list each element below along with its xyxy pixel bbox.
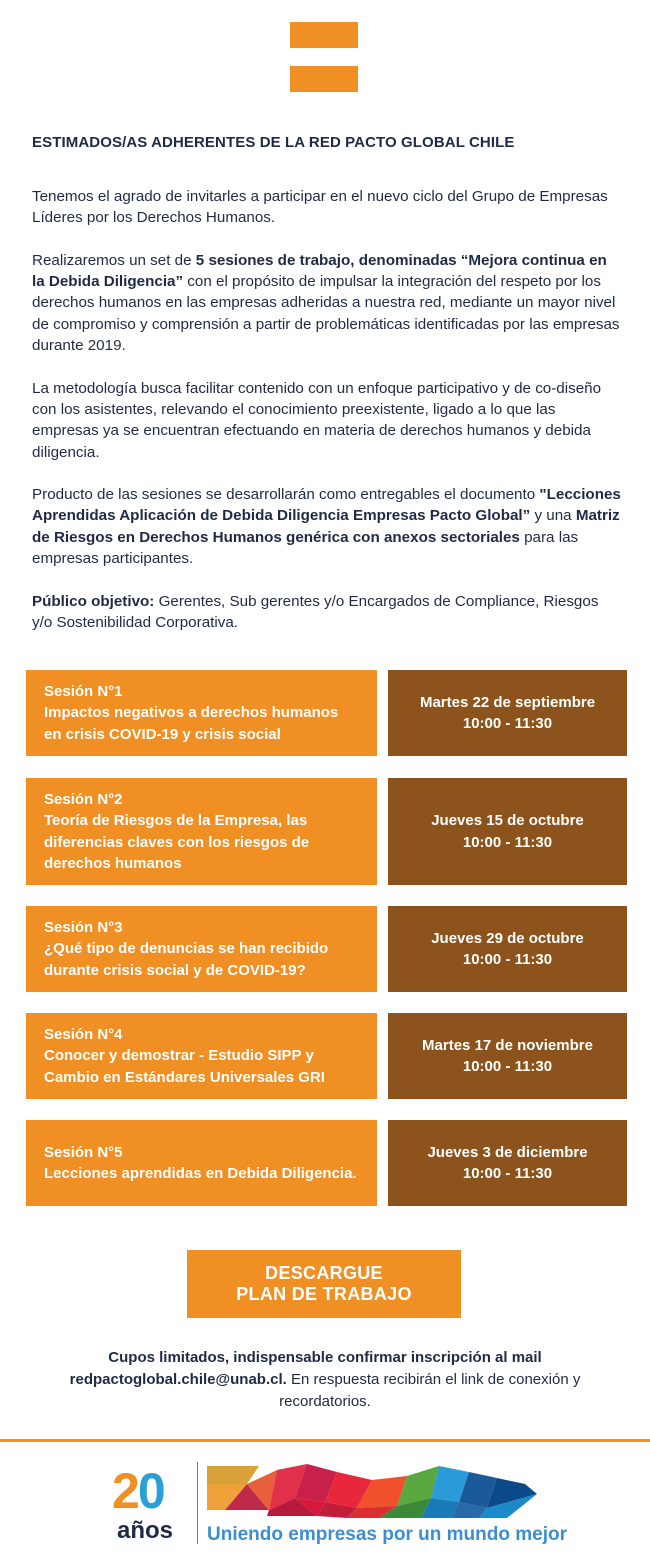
download-plan-button-line-1: DESCARGUE <box>265 1263 383 1283</box>
header-bar-top <box>290 22 358 48</box>
session-date: Martes 22 de septiembre <box>419 693 596 711</box>
session-row-5 <box>26 1120 627 1206</box>
footer-tagline: Uniendo empresas por un mundo mejor <box>207 1524 567 1545</box>
session-row-2 <box>26 778 627 885</box>
download-plan-button-line-2: PLAN DE TRABAJO <box>236 1284 412 1304</box>
session-schedule <box>388 778 627 885</box>
session-row-1 <box>26 670 627 756</box>
session-info <box>26 670 377 756</box>
header-logo-bars <box>290 22 358 92</box>
session-label: Sesión N°2 <box>44 790 123 808</box>
session-info <box>26 906 377 992</box>
registration-note-bold: Cupos limitados, indispensable confirmar inscripción al mail redpactoglobal.chile@unab.cl. <box>69 1349 542 1388</box>
session-title: Impactos negativos a derechos humanos en crisis COVID-19 y crisis social <box>44 704 339 743</box>
session-label: Sesión N°4 <box>44 1026 123 1044</box>
session-schedule <box>388 906 627 992</box>
mosaic-landscape-icon <box>207 1462 540 1520</box>
intro-paragraph-2: Realizaremos un set de 5 sesiones de trabajo, denominadas “Mejora continua en la Debida Diligencia” con el propósito de impulsar la integración del respeto por los derechos humanos en las empresas adheridas a nuestra red, mediante un mayor nivel de compromiso y comprensión a partir de problemáticas identificadas por las empresas durante 2019. <box>32 251 620 355</box>
session-info <box>26 1013 377 1099</box>
session-date: Jueves 29 de octubre <box>431 929 584 947</box>
session-time: 10:00 - 11:30 <box>462 951 553 968</box>
anniversary-logo-number: 20 <box>112 1463 164 1519</box>
session-label: Sesión N°3 <box>44 919 123 937</box>
session-time: 10:00 - 11:30 <box>462 715 553 732</box>
session-label: Sesión N°1 <box>44 683 123 701</box>
session-date: Martes 17 de noviembre <box>422 1036 593 1054</box>
registration-note-rest: En respuesta recibirán el link de conexión y recordatorios. <box>279 1371 581 1410</box>
page-heading: ESTIMADOS/AS ADHERENTES DE LA RED PACTO GLOBAL CHILE <box>32 134 515 151</box>
session-row-3 <box>26 906 627 992</box>
logo-separator <box>197 1462 198 1544</box>
anniversary-logo-years: años <box>117 1517 174 1544</box>
registration-note <box>40 1347 610 1413</box>
session-time: 10:00 - 11:30 <box>462 833 553 851</box>
intro-paragraph-audience: Público objetivo: Gerentes, Sub gerentes y/o Encargados de Compliance, Riesgos y/o Sostenibilidad Corporativa. <box>32 592 599 631</box>
session-info <box>26 1120 377 1206</box>
session-row-4 <box>26 1013 627 1099</box>
session-date: Jueves 15 de octubre <box>431 812 584 830</box>
intro-text <box>32 186 622 655</box>
session-label: Sesión N°5 <box>44 1143 123 1161</box>
session-schedule <box>388 670 627 756</box>
session-time: 10:00 - 11:30 <box>462 1165 553 1182</box>
download-plan-button[interactable] <box>187 1250 461 1318</box>
session-title: ¿Qué tipo de denuncias se han recibido durante crisis social y de COVID-19? <box>44 940 329 979</box>
intro-paragraph-3: La metodología busca facilitar contenido con un enfoque participativo y de co-diseño con los asistentes, relevando el conocimiento preexistente, ligado a lo que las empresas ya se encuentran efectuando en materia de derechos humanos y debida diligencia. <box>32 379 602 461</box>
session-schedule <box>388 1013 627 1099</box>
footer-divider <box>0 1439 650 1442</box>
intro-paragraph-4: Producto de las sesiones se desarrollarán como entregables el documento "Lecciones Aprendidas Aplicación de Debida Diligencia Empresas Pacto Global” y una Matriz de Riesgos en Derechos Humanos genérica con anexos sectoriales para las empresas participantes. <box>32 486 621 568</box>
intro-paragraph-1: Tenemos el agrado de invitarles a participar en el nuevo ciclo del Grupo de Empresas Líderes por los Derechos Humanos. <box>32 188 608 227</box>
session-title: Conocer y demostrar - Estudio SIPP y Cambio en Estándares Universales GRI <box>44 1047 325 1086</box>
session-time: 10:00 - 11:30 <box>462 1058 553 1075</box>
session-date: Jueves 3 de diciembre <box>427 1143 588 1161</box>
session-title: Lecciones aprendidas en Debida Diligencia. <box>44 1165 357 1182</box>
session-title: Teoría de Riesgos de la Empresa, las diferencias claves con los riesgos de derechos humanos <box>44 812 310 872</box>
session-schedule <box>388 1120 627 1206</box>
header-bar-bottom <box>290 66 358 92</box>
session-info <box>26 778 377 885</box>
